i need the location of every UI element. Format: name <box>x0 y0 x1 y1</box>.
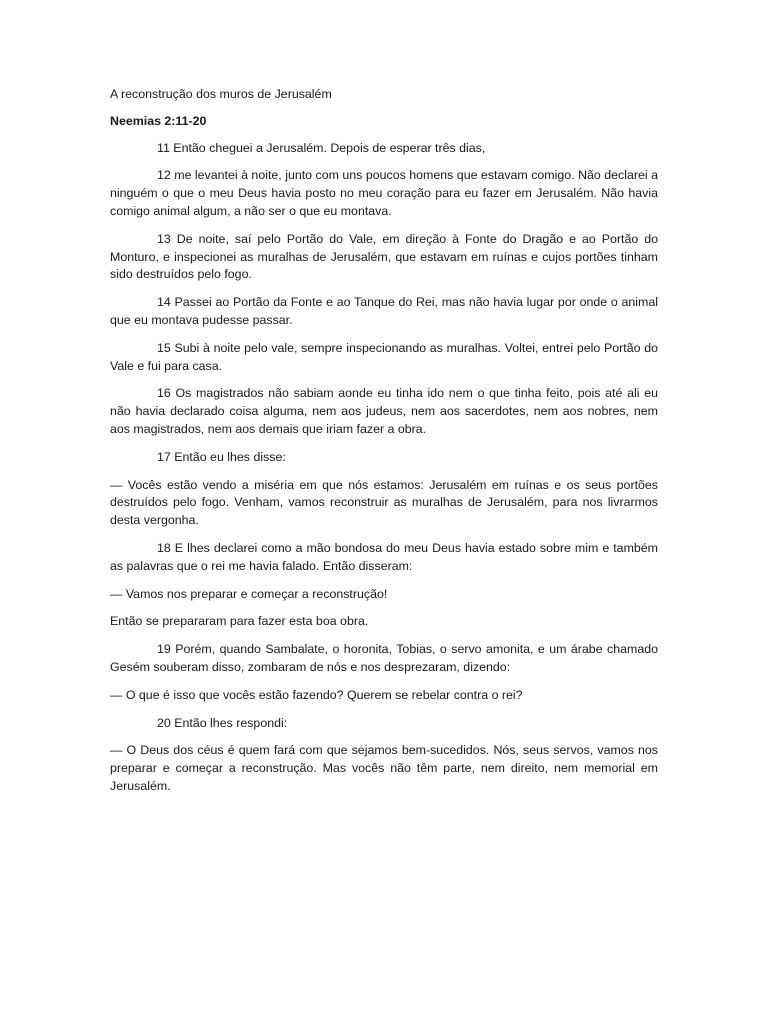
verse-paragraph: 16 Os magistrados não sabiam aonde eu tinha ido nem o que tinha feito, pois até ali eu não havia declarado coisa alguma, nem aos judeus, nem aos sacerdotes, nem aos nobres, nem aos magistrados, nem aos demais que iriam fazer a obra. <box>110 386 658 436</box>
speech-paragraph: — O Deus dos céus é quem fará com que sejamos bem-sucedidos. Nós, seus servos, vamos nos preparar e começar a reconstrução. Mas vocês não têm parte, nem direito, nem memorial em Jerusalém. <box>110 743 658 793</box>
verse-paragraph: 15 Subi à noite pelo vale, sempre inspecionando as muralhas. Voltei, entrei pelo Portão do Vale e fui para casa. <box>110 340 658 373</box>
verse-paragraph: 11 Então cheguei a Jerusalém. Depois de esperar três dias, <box>157 140 486 155</box>
verse-paragraph: 19 Porém, quando Sambalate, o horonita, Tobias, o servo amonita, e um árabe chamado Gesém souberam disso, zombaram de nós e nos desprezaram, dizendo: <box>110 642 658 674</box>
verse-paragraph: 18 E lhes declarei como a mão bondosa do meu Deus havia estado sobre mim e também as palavras que o rei me havia falado. Então disseram: <box>110 540 658 573</box>
narrative-paragraph: Então se prepararam para fazer esta boa obra. <box>110 614 369 629</box>
speech-paragraph: — Vamos nos preparar e começar a reconstrução! <box>110 586 388 601</box>
verse-paragraph: 13 De noite, saí pelo Portão do Vale, em direção à Fonte do Dragão e ao Portão do Monturo, e inspecionei as muralhas de Jerusalém, que estavam em ruínas e cujos portões tinham sido destruídos pelo fogo. <box>110 231 658 282</box>
speech-paragraph: — O que é isso que vocês estão fazendo? Querem se rebelar contra o rei? <box>110 687 523 702</box>
speech-paragraph: — Vocês estão vendo a miséria em que nós estamos: Jerusalém em ruínas e os seus portões destruídos pelo fogo. Venham, vamos reconstruir as muralhas de Jerusalém, para nos livrarmos desta vergonha. <box>110 477 658 528</box>
document-title: A reconstrução dos muros de Jerusalém <box>110 87 332 101</box>
verse-paragraph: 14 Passei ao Portão da Fonte e ao Tanque do Rei, mas não havia lugar por onde o animal que eu montava pudesse passar. <box>110 295 658 327</box>
verse-paragraph: 12 me levantei à noite, junto com uns poucos homens que estavam comigo. Não declarei a ninguém o que o meu Deus havia posto no meu coração para eu fazer em Jerusalém. Não havia comigo animal algum, a não ser o que eu montava. <box>110 168 658 218</box>
scripture-reference: Neemias 2:11-20 <box>110 113 207 128</box>
verse-paragraph: 17 Então eu lhes disse: <box>157 449 286 464</box>
document-page <box>110 86 658 806</box>
verse-paragraph: 20 Então lhes respondi: <box>157 715 288 730</box>
